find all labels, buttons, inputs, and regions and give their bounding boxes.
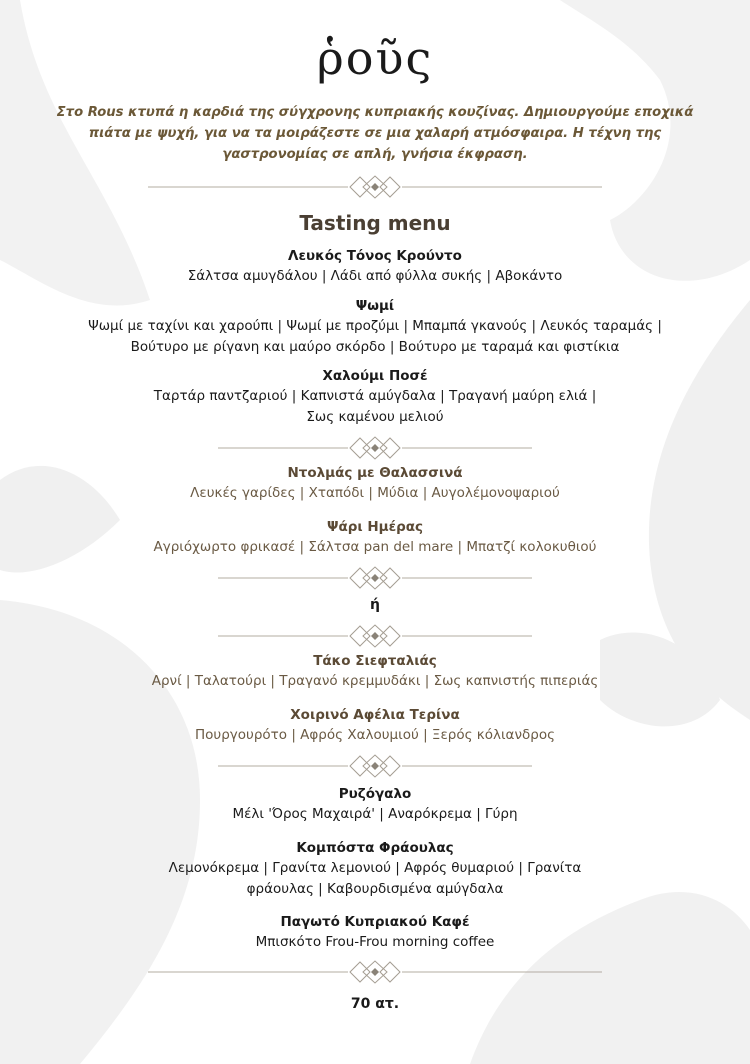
brand-logo: ῥοῦς [316, 31, 434, 85]
dish-description: Μπισκότο Frou-Frou morning coffee [255, 934, 495, 950]
dish-description: Αρνί | Ταλατούρι | Τραγανό κρεμμυδάκι | Σως καπνιστής πιπεριάς [151, 673, 599, 689]
dish-description: Βούτυρο με ρίγανη και μαύρο σκόρδο | Βούτυρο με ταραμά και φιστίκια [130, 339, 620, 355]
dish-description: Ταρτάρ παντζαριού | Καπνιστά αμύγδαλα | Τραγανή μαύρη ελιά | [153, 388, 597, 404]
ornament-divider [218, 754, 532, 778]
course-item [0, 838, 750, 900]
dish-description: Σως καμένου μελιού [306, 409, 444, 425]
ornament-divider [218, 436, 532, 460]
menu-title: Tasting menu [299, 211, 451, 235]
intro-text: Στο Rous κτυπά η καρδιά της σύγχρονης κυπριακής κουζίνας. Δημιουργούμε εποχικά πιάτα με ψυχή, για να τα μοιράζεστε σε μια χαλαρή ατμόσφαιρα. Η τέχνη της γαστρονομίας σε απλή, γνήσια έκφραση. [56, 105, 694, 162]
course-item [0, 784, 750, 825]
dish-description: Λεμονόκρεμα | Γρανίτα λεμονιού | Αφρός θυμαριού | Γρανίτα [168, 860, 582, 876]
dish-name: Ψωμί [355, 298, 395, 314]
dish-description: Πουργουρότο | Αφρός Χαλουμιού | Ξερός κόλιανδρος [194, 727, 556, 743]
course-item [0, 705, 750, 746]
course-item [0, 517, 750, 558]
ornament-divider [148, 175, 602, 199]
course-item [0, 246, 750, 287]
dish-description: Μέλι 'Όρος Μαχαιρά' | Αναρόκρεμα | Γύρη [232, 806, 518, 822]
ornament-divider [218, 624, 532, 648]
dish-name: Παγωτό Κυπριακού Καφέ [280, 914, 470, 930]
ornament-divider [218, 566, 532, 590]
dish-description: Ψωμί με ταχίνι και χαρούπι | Ψωμί με προζύμι | Μπαμπά γκανούς | Λευκός ταραμάς | [88, 318, 662, 334]
course-item [0, 366, 750, 428]
dish-name: Ντολμάς με Θαλασσινά [287, 465, 463, 481]
course-item [0, 912, 750, 953]
course-item [0, 651, 750, 692]
dish-name: Λευκός Τόνος Κρούντο [288, 248, 462, 264]
or-separator: ή [370, 597, 380, 613]
dish-name: Ψάρι Ημέρας [326, 519, 424, 535]
dish-name: Ρυζόγαλο [338, 786, 412, 802]
course-item [0, 296, 750, 358]
dish-description: Αγριόχωρτο φρικασέ | Σάλτσα pan del mare | Μπατζί κολοκυθιού [153, 539, 597, 555]
dish-name: Τάκο Σιεφταλιάς [313, 653, 437, 669]
dish-name: Κομπόστα Φράουλας [296, 840, 454, 856]
dish-description: Λευκές γαρίδες | Χταπόδι | Μύδια | Αυγολέμονοψαριού [190, 485, 560, 501]
dish-name: Χοιρινό Αφέλια Τερίνα [290, 707, 460, 723]
dish-description: Σάλτσα αμυγδάλου | Λάδι από φύλλα συκής | Αβοκάντο [187, 268, 563, 284]
course-item [0, 463, 750, 504]
menu-price: 70 ατ. [350, 996, 400, 1012]
dish-description: φράουλας | Καβουρδισμένα αμύγδαλα [246, 881, 504, 897]
dish-name: Χαλούμι Ποσέ [322, 368, 428, 384]
ornament-divider [148, 960, 602, 984]
